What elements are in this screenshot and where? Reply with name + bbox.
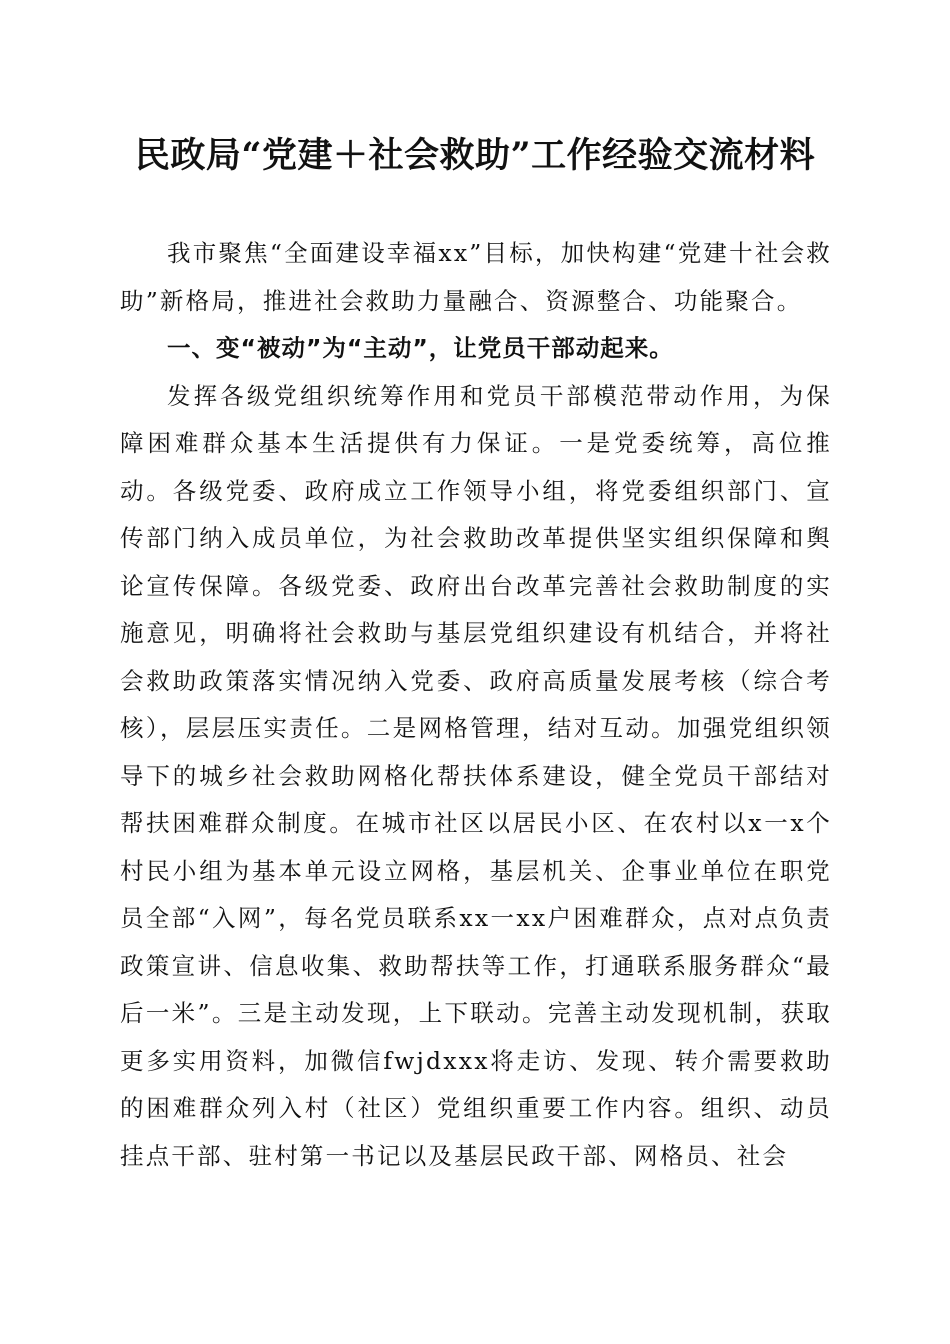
section-heading: 一、变“被动”为“主动”，让党员干部动起来。 [167, 334, 674, 362]
body-paragraph: 发挥各级党组织统筹作用和党员干部模范带动作用，为保障困难群众基本生活提供有力保证。一是党委统筹，高位推动。各级党委、政府成立工作领导小组，将党委组织部门、宣传部门纳入成员单位，为社会救助改革提供坚实组织保障和舆论宣传保障。各级党委、政府出台改革完善社会救助制度的实施意见，明确将社会救助与基层党组织建设有机结合，并将社会救助政策落实情况纳入党委、政府高质量发展考核（综合考核），层层压实责任。二是网格管理，结对互动。加强党组织领导下的城乡社会救助网格化帮扶体系建设，健全党员干部结对帮扶困难群众制度。在城市社区以居民小区、在农村以x一x个村民小组为基本单元设立网格，基层机关、企事业单位在职党员全部“入网”，每名党员联系xx一xx户困难群众，点对点负责政策宣讲、信息收集、救助帮扶等工作，打通联系服务群众“最后一米”。三是主动发现，上下联动。完善主动发现机制，获取更多实用资料，加微信fwjdxxx将走访、发现、转介需要救助的困难群众列入村（社区）党组织重要工作内容。组织、动员挂点干部、驻村第一书记以及基层民政干部、网格员、社会 [120, 381, 832, 1170]
document-title: 民政局“党建＋社会救助”工作经验交流材料 [134, 135, 816, 176]
intro-paragraph: 我市聚焦“全面建设幸福xx”目标，加快构建“党建十社会救助”新格局，推进社会救助力量融合、资源整合、功能聚合。 [120, 239, 832, 315]
document-body [120, 230, 832, 1180]
